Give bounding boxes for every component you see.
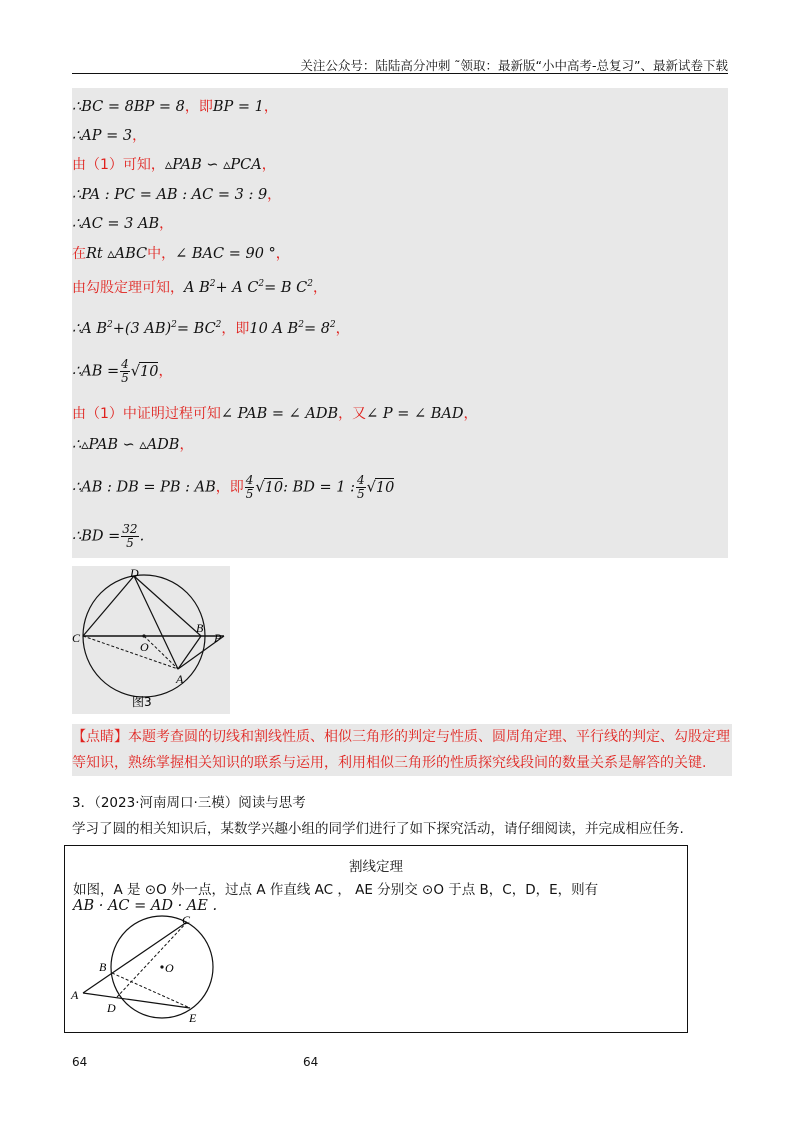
theorem-title: 割线定理 (349, 859, 403, 875)
question-title: 3．（2023·河南周口·三模）阅读与思考 (72, 795, 306, 811)
label-D: D (107, 1001, 116, 1015)
secant-figure (69, 912, 219, 1032)
solution-line-9: ∴AB = $\frac{4}{5}$ √10， (72, 357, 173, 385)
solution-line-11: ∴▵PAB ∽ ▵ADB， (72, 437, 194, 453)
solution-line-7: 由勾股定理可知，A $B^2+ A$ $C^2= B$ $C^2$， (72, 279, 328, 296)
question-body: 学习了圆的相关知识后，某数学兴趣小组的同学们进行了如下探究活动，请仔细阅读，并完成相应任务. (72, 821, 684, 837)
solution-line-8: ∴A $B^2+(3$ $AB)^2= BC^2$，即10 A $B^2= 8^2$， (72, 320, 350, 337)
figure-3-diagram (72, 566, 230, 714)
solution-line-2: ∴AP = 3， (72, 128, 147, 144)
solution-line-10: 由（1）中证明过程可知∠ PAB = ∠ ADB，又∠ P = ∠ BAD， (72, 406, 478, 422)
label-B: B (99, 960, 107, 974)
label-E: E (189, 1011, 197, 1025)
figure-3 (72, 566, 230, 714)
label-A: A (71, 988, 79, 1002)
page-number-left: 64 (72, 1055, 88, 1069)
solution-line-1: ∴BC = 8BP = 8，即BP = 1， (72, 99, 278, 115)
solution-line-12: ∴AB : DB = PB : AB，即 $\frac{4}{5}$ √10: BD = 1 : $\frac{4}{5}$ √10 (72, 473, 395, 501)
page-number-mid: 64 (303, 1055, 319, 1069)
solution-line-3: 由（1）可知，▵PAB ∽ ▵PCA， (72, 157, 276, 173)
page-header: 关注公众号：陆陆高分冲刺 ˜领取：最新版“小中高考-总复习”、最新试卷下载 (300, 58, 728, 73)
solution-line-5: ∴AC = 3 AB， (72, 216, 174, 232)
label-O: O (165, 961, 174, 975)
label-O: O (140, 640, 149, 654)
solution-line-13: ∴BD = $\frac{32}{5}$ . (72, 522, 145, 550)
figure-3-caption: 图3 (132, 695, 152, 709)
theorem-line-1: 如图，A 是 ⊙O 外一点，过点 A 作直线 AC ， AE 分别交 ⊙O 于点 B，C，D，E，则有 (73, 882, 599, 898)
solution-line-6: 在Rt ▵ABC中，∠ BAC = 90 °， (72, 246, 290, 262)
label-P: P (214, 631, 222, 645)
solution-line-4: ∴PA : PC = AB : AC = 3 : 9， (72, 187, 282, 203)
label-C: C (182, 913, 191, 927)
label-D: D (130, 566, 139, 580)
fraction: $\frac{4}{5}$ (121, 357, 129, 385)
theorem-box (64, 845, 688, 1033)
label-B: B (196, 621, 204, 635)
label-A: A (176, 672, 184, 686)
label-C: C (72, 631, 81, 645)
theorem-line-2: AB · AC = AD · AE . (73, 898, 218, 914)
comment-note: 【点睛】本题考查圆的切线和割线性质、相似三角形的判定与性质、圆周角定理、平行线的判定、勾股定理等知识，熟练掌握相关知识的联系与运用，利用相似三角形的性质探究线段间的数量关系是解答的关键. (72, 724, 732, 776)
header-rule (72, 73, 728, 74)
